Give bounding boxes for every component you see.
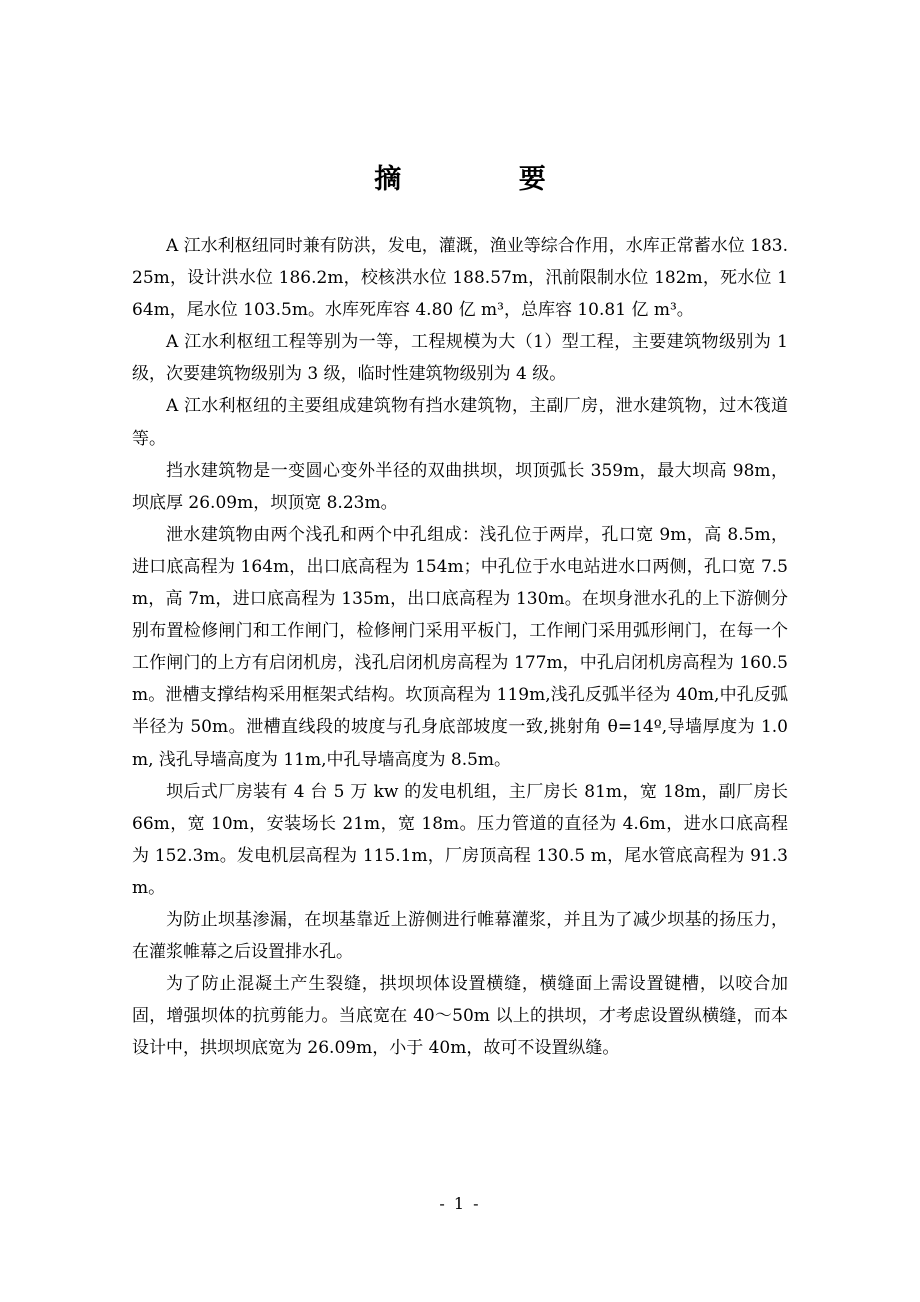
body-text bbox=[132, 230, 788, 1064]
page-title: 摘 要 bbox=[374, 164, 600, 195]
paragraph-outlets: 泄水建筑物由两个浅孔和两个中孔组成：浅孔位于两岸，孔口宽 9m，高 8.5m，进口底高程为 164m，出口底高程为 154m；中孔位于水电站进水口两侧，孔口宽 7.5m，高 7m，进口底高程为 135m，出口底高程为 130m。在坝身泄水孔的上下游侧分别布置检修闸门和工作闸门，检修闸门采用平板门，工作闸门采用弧形闸门，在每一个工作闸门的上方有启闭机房，浅孔启闭机房高程为 177m，中孔启闭机房高程为 160.5m。泄槽支撑结构采用框架式结构。坎顶高程为 119m,浅孔反弧半径为 40m,中孔反弧半径为 50m。泄槽直线段的坡度与孔身底部坡度一致,挑射角 θ=14º,导墙厚度为 1.0m, 浅孔导墙高度为 11m,中孔导墙高度为 8.5m。 bbox=[132, 524, 788, 770]
paragraph-structures: A 江水利枢纽的主要组成建筑物有挡水建筑物，主副厂房，泄水建筑物，过木筏道等。 bbox=[132, 396, 788, 449]
paragraph-arch-dam: 挡水建筑物是一变圆心变外半径的双曲拱坝，坝顶弧长 359m，最大坝高 98m，坝底厚 26.09m，坝顶宽 8.23m。 bbox=[132, 460, 788, 513]
paragraph-joints: 为了防止混凝土产生裂缝，拱坝坝体设置横缝，横缝面上需设置键槽，以咬合加固，增强坝体的抗剪能力。当底宽在 40～50m 以上的拱坝，才考虑设置纵横缝，而本设计中，拱坝坝底宽为 26.09m，小于 40m，故可不设置纵缝。 bbox=[132, 974, 788, 1059]
paragraph-overview: A 江水利枢纽同时兼有防洪，发电，灌溉，渔业等综合作用，水库正常蓄水位 183.25m，设计洪水位 186.2m，校核洪水位 188.57m，汛前限制水位 182m，死水位 164m，尾水位 103.5m。水库死库容 4.80 亿 m³，总库容 10.81 亿 m³。 bbox=[132, 236, 788, 321]
paragraph-grade: A 江水利枢纽工程等别为一等，工程规模为大（1）型工程，主要建筑物级别为 1 级，次要建筑物级别为 3 级，临时性建筑物级别为 4 级。 bbox=[132, 332, 788, 385]
paragraph-powerhouse: 坝后式厂房装有 4 台 5 万 kw 的发电机组，主厂房长 81m，宽 18m，副厂房长 66m，宽 10m，安装场长 21m，宽 18m。压力管道的直径为 4.6m，进水口底高程为 152.3m。发电机层高程为 115.1m，厂房顶高程 130.5 m，尾水管底高程为 91.3m。 bbox=[132, 781, 788, 898]
page-number: - 1 - bbox=[439, 1194, 481, 1213]
paragraph-grouting: 为防止坝基渗漏，在坝基靠近上游侧进行帷幕灌浆，并且为了减少坝基的扬压力，在灌浆帷幕之后设置排水孔。 bbox=[132, 909, 788, 963]
